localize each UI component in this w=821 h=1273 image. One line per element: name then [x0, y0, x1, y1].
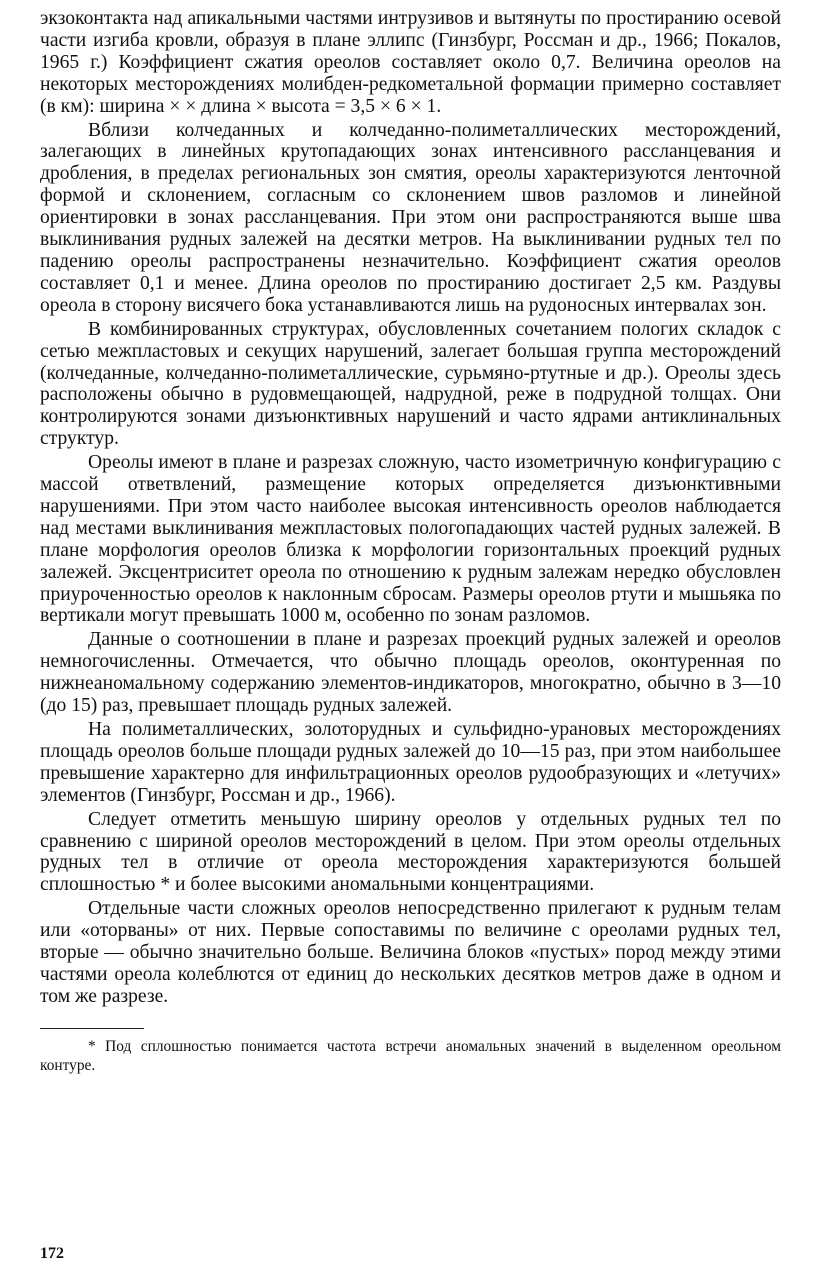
paragraph-6: На полиметаллических, золоторудных и сульфидно-урановых месторождениях площадь ореолов больше площади рудных залежей до 10—15 раз, при этом наибольшее превышение характерно для инфильтрационных ореолов рудообразующих и «летучих» элементов (Гинзбург, Россман и др., 1966). [40, 719, 781, 806]
footnote-divider [40, 1028, 144, 1029]
page-number: 172 [40, 1245, 64, 1262]
paragraph-1: экзоконтакта над апикальными частями интрузивов и вытянуты по простиранию осевой части изгиба кровли, образуя в плане эллипс (Гинзбург, Россман и др., 1966; Покалов, 1965 г.) Коэффициент сжатия ореолов составляет около 0,7. Величина ореолов на некоторых месторождениях молибден-редкометальной формации примерно составляет (в км): ширина × × длина × высота = 3,5 × 6 × 1. [40, 8, 781, 117]
footnote: * Под сплошностью понимается частота встречи аномальных значений в выделенном ореольном контуре. [40, 1037, 781, 1074]
paragraph-7: Следует отметить меньшую ширину ореолов у отдельных рудных тел по сравнению с шириной ореолов месторождений в целом. При этом ореолы отдельных рудных тел в отличие от ореола месторождения характеризуются большей сплошностью * и более высокими аномальными концентрациями. [40, 808, 781, 896]
paragraph-8: Отдельные части сложных ореолов непосредственно прилегают к рудным телам или «оторваны» от них. Первые сопоставимы по величине с ореолами рудных тел, вторые — обычно значительно больше. Величина блоков «пустых» пород между этими частями ореола колеблются от единиц до нескольких десятков метров даже в одном и том же разрезе. [40, 898, 781, 1007]
paragraph-5: Данные о соотношении в плане и разрезах проекций рудных залежей и ореолов немногочисленны. Отмечается, что обычно площадь ореолов, оконтуренная по нижнеаномальному содержанию элементов-индикаторов, многократно, обычно в 3—10 (до 15) раз, превышает площадь рудных залежей. [40, 629, 781, 717]
paragraph-3: В комбинированных структурах, обусловленных сочетанием пологих складок с сетью межпластовых и секущих нарушений, залегает большая группа месторождений (колчеданные, колчеданно-полиметаллические, сурьмяно-ртутные и др.). Ореолы здесь расположены обычно в рудовмещающей, надрудной, реже в подрудной толщах. Они контролируются зонами дизъюнктивных нарушений и часто ядрами антиклинальных структур. [40, 318, 781, 450]
paragraph-4: Ореолы имеют в плане и разрезах сложную, часто изометричную конфигурацию с массой ответвлений, размещение которых определяется дизъюнктивными нарушениями. При этом часто наиболее высокая интенсивность ореолов наблюдается над местами выклинивания межпластовых пологопадающих частей рудных залежей. В плане морфология ореолов близка к морфологии горизонтальных проекций рудных залежей. Эксцентриситет ореола по отношению к рудным залежам нередко обусловлен приуроченностью ореолов к наклонным сбросам. Размеры ореолов ртути и мышьяка по вертикали могут превышать 1000 м, особенно по зонам разломов. [40, 452, 781, 627]
main-text [40, 8, 781, 1008]
paragraph-2: Вблизи колчеданных и колчеданно-полиметаллических месторождений, залегающих в линейных крутопадающих зонах интенсивного рассланцевания и дробления, в пределах региональных зон смятия, ореолы характеризуются ленточной формой и склонением, согласным со склонением швов разломов и линейной ориентировки в зонах рассланцевания. При этом они распространяются выше шва выклинивания рудных залежей на десятки метров. На выклинивании рудных тел по падению ореолы распространены незначительно. Коэффициент сжатия ореолов составляет 0,1 и менее. Длина ореолов по простиранию достигает 2,5 км. Раздувы ореола в сторону висячего бока устанавливаются лишь на рудоносных интервалах зон. [40, 119, 781, 316]
